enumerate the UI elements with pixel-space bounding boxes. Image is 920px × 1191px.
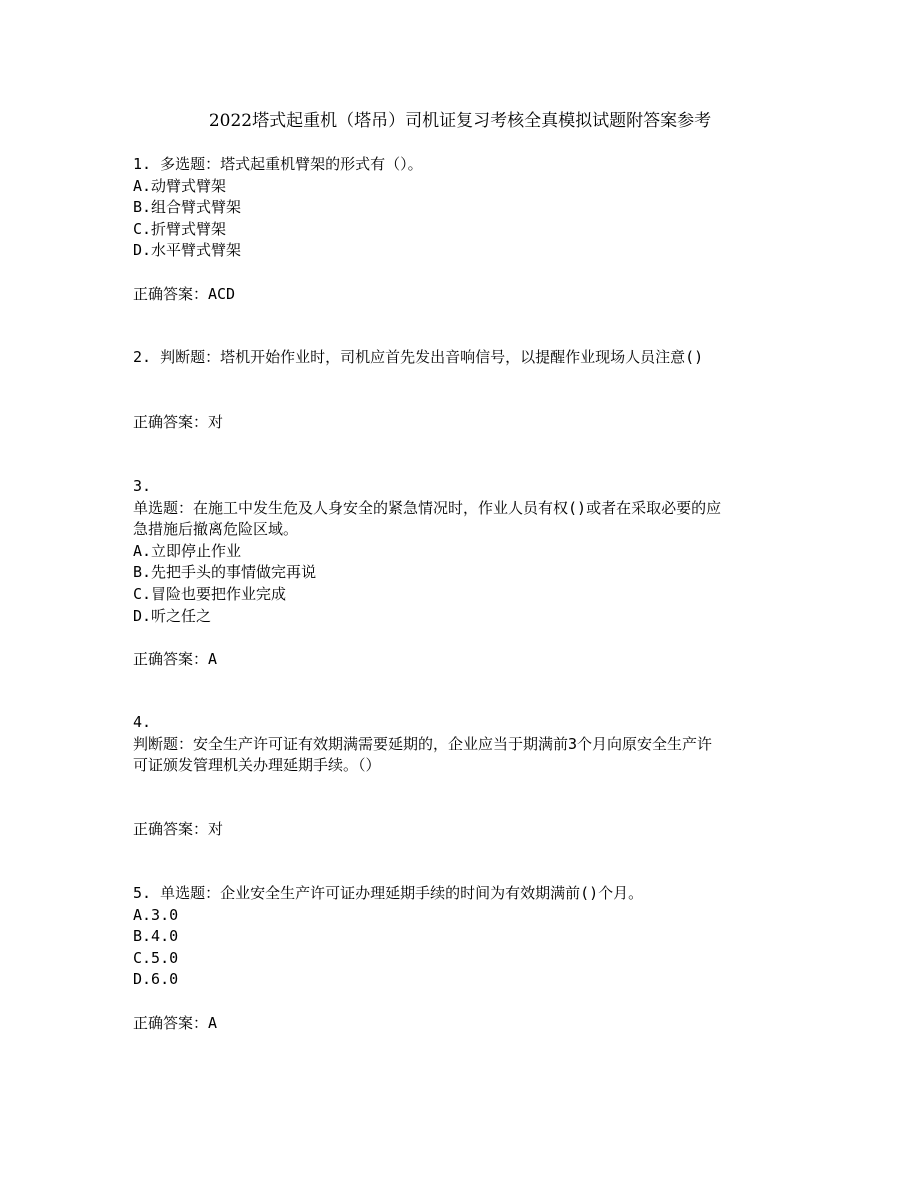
question-2	[133, 347, 793, 369]
question-3	[133, 476, 793, 627]
option-d: D.水平臂式臂架	[133, 241, 242, 260]
question-number: 3.	[133, 477, 152, 495]
answer-1: 正确答案：ACD	[133, 285, 236, 303]
option-a: A.3.0	[133, 905, 179, 924]
option-b: B.组合臂式臂架	[133, 198, 242, 217]
document-title: 2022塔式起重机（塔吊）司机证复习考核全真模拟试题附答案参考	[208, 111, 712, 131]
question-1	[133, 154, 793, 262]
option-b: B.先把手头的事情做完再说	[133, 563, 317, 582]
option-d: D.听之任之	[133, 606, 212, 625]
question-5	[133, 883, 793, 991]
answer-2: 正确答案：对	[133, 413, 224, 431]
question-number: 4.	[133, 713, 152, 731]
answer-5: 正确答案：A	[133, 1014, 218, 1032]
answer-4: 正确答案：对	[133, 820, 224, 838]
answer-3: 正确答案：A	[133, 650, 218, 668]
option-a: A.动臂式臂架	[133, 176, 227, 195]
question-stem-continued: 急措施后撤离危险区域。	[133, 520, 299, 539]
option-c: C.5.0	[133, 948, 179, 967]
question-stem: 5. 单选题：企业安全生产许可证办理延期手续的时间为有效期满前()个月。	[133, 884, 644, 902]
question-4	[133, 712, 793, 777]
option-c: C.折臂式臂架	[133, 219, 227, 238]
option-d: D.6.0	[133, 970, 179, 989]
option-c: C.冒险也要把作业完成	[133, 584, 287, 603]
question-stem: 1. 多选题：塔式起重机臂架的形式有（）。	[133, 155, 423, 173]
question-stem-continued: 可证颁发管理机关办理延期手续。（）	[133, 756, 381, 775]
question-stem: 判断题：安全生产许可证有效期满需要延期的，企业应当于期满前3个月向原安全生产许	[133, 734, 713, 753]
option-a: A.立即停止作业	[133, 541, 242, 560]
question-stem: 单选题：在施工中发生危及人身安全的紧急情况时，作业人员有权()或者在采取必要的应	[133, 498, 722, 517]
option-b: B.4.0	[133, 927, 179, 946]
question-stem: 2. 判断题：塔机开始作业时，司机应首先发出音响信号，以提醒作业现场人员注意()	[133, 348, 704, 366]
